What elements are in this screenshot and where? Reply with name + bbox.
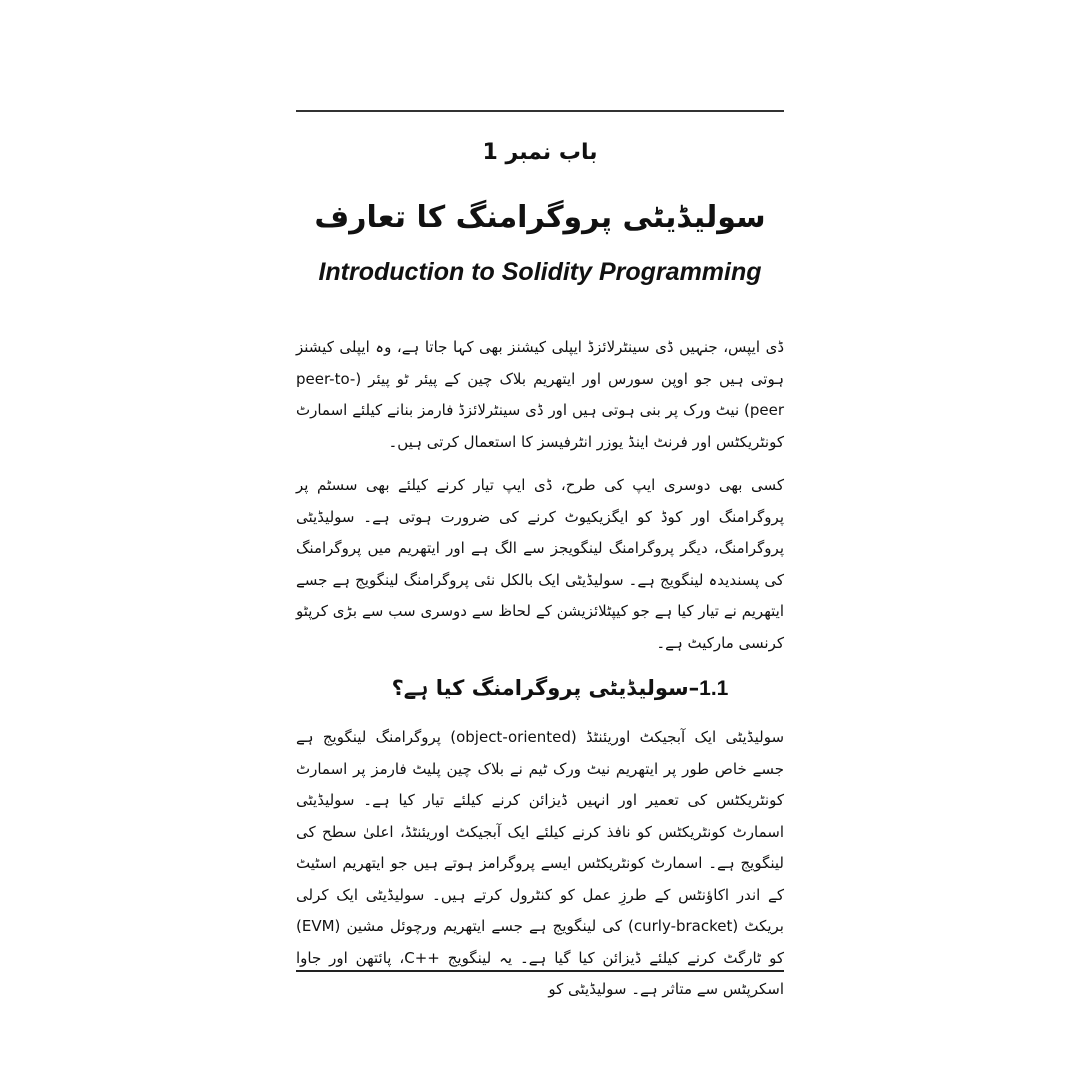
paragraph-solidity-intro: کسی بھی دوسری ایپ کی طرح، ڈی ایپ تیار کرنے کیلئے بھی سسٹم پر پروگرامنگ اور کوڈ کو ایگزیکیوٹ کرنے کی ضرورت ہوتی ہے۔ سولیڈیٹی پروگرامنگ، دیگر پروگرامنگ لینگویجز سے الگ ہے اور ایتھریم میں پروگرامنگ کی پسندیدہ لینگویج ہے۔ سولیڈیٹی ایک بالکل نئی پروگرامنگ لینگویج ہے جسے ایتھریم نے تیار کیا ہے جو کیپٹلائزیشن کے لحاظ سے دوسری سب سے بڑی کرپٹو کرنسی مارکیٹ ہے۔ [296,476,784,652]
section-dash: – [688,676,700,700]
chapter-number: باب نمبر 1 [482,140,598,165]
chapter-title-urdu: سولیڈیٹی پروگرامنگ کا تعارف [314,200,766,235]
book-page [296,0,784,1080]
chapter-title-english: Introduction to Solidity Programming [318,258,762,286]
section-number: 1.1 [699,677,729,700]
section-heading [296,676,784,701]
paragraph-dapps: ڈی ایپس، جنہیں ڈی سینٹرلائزڈ ایپلی کیشنز بھی کہا جاتا ہے، وہ ایپلی کیشنز ہوتی ہیں جو اوپن سورس اور ایتھریم بلاک چین کے پیئر ٹو پیئر (peer-to-peer) نیٹ ورک پر بنی ہوتی ہیں اور ڈی سینٹرلائزڈ فارمز بنانے کیلئے اسمارٹ کونٹریکٹس اور فرنٹ اینڈ یوزر انٹرفیسز کا استعمال کرتی ہیں۔ [296,338,784,451]
section-title: سولیڈیٹی پروگرامنگ کیا ہے؟ [391,676,689,700]
top-rule [296,110,784,112]
paragraph-what-is-solidity: سولیڈیٹی ایک آبجیکٹ اوریئنٹڈ (object-oriented) پروگرامنگ لینگویج ہے جسے خاص طور پر ایتھریم نیٹ ورک ٹیم نے بلاک چین پلیٹ فارمز پر اسمارٹ کونٹریکٹس کی تعمیر اور انہیں ڈیزائن کرنے کیلئے تیار کیا ہے۔ سولیڈیٹی اسمارٹ کونٹریکٹس کو نافذ کرنے کیلئے ایک آبجیکٹ اوریئنٹڈ، اعلیٰ سطح کی لینگویج ہے۔ اسمارٹ کونٹریکٹس ایسے پروگرامز ہوتے ہیں جو ایتھریم اسٹیٹ کے اندر اکاؤنٹس کے طرزِ عمل کو کنٹرول کرتے ہیں۔ سولیڈیٹی ایک کرلی بریکٹ (curly-bracket) کی لینگویج ہے جسے ایتھریم ورچوئل مشین (EVM) کو ٹارگٹ کرنے کیلئے ڈیزائن کیا گیا ہے۔ یہ لینگویج ++C، پائتھن اور جاوا اسکرپٹس سے متاثر ہے۔ سولیڈیٹی کو [296,728,785,998]
bottom-rule [296,970,784,972]
